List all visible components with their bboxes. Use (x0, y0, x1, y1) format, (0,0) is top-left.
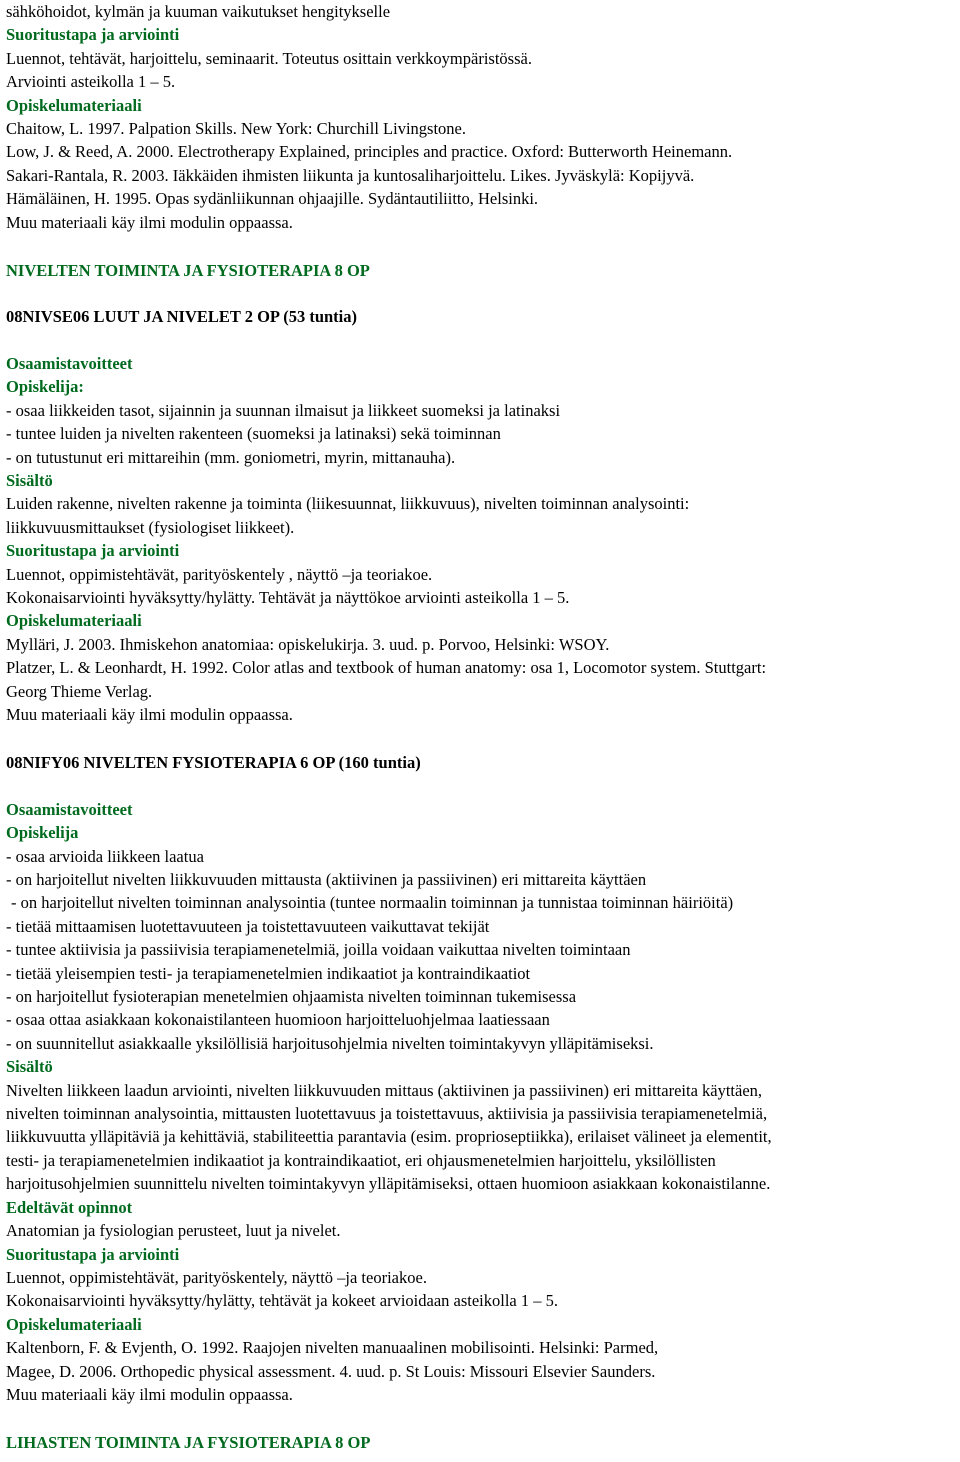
section-label-suoritustapa: Suoritustapa ja arviointi (6, 1244, 180, 1264)
body-line: sähköhoidot, kylmän ja kuuman vaikutukset hengitykselle (6, 2, 391, 21)
body-line: testi- ja terapiamenetelmien indikaatiot ja kontraindikaatiot, eri ohjausmenetelmien harjoittelu, yksilöllisten (6, 1150, 716, 1170)
body-line: nivelten toiminnan analysointia, mittausten luotettavuus ja toistettavuus, aktiivisia ja passiivisia terapiamenetelmiä, (6, 1104, 768, 1124)
body-line: liikkuvuusmittaukset (fysiologiset liikkeet). (6, 517, 295, 537)
section-label-edeltavat: Edeltävät opinnot (6, 1197, 133, 1217)
section-label-sisalto: Sisältö (6, 470, 53, 490)
reference-line: Georg Thieme Verlag. (6, 681, 153, 701)
reference-line: Magee, D. 2006. Orthopedic physical assessment. 4. uud. p. St Louis: Missouri Elsevier Saunders. (6, 1361, 656, 1381)
section-label-suoritustapa: Suoritustapa ja arviointi (6, 25, 180, 45)
next-section-heading: LIHASTEN TOIMINTA JA FYSIOTERAPIA 8 OP (6, 1433, 371, 1453)
label-opiskelija: Opiskelija (6, 823, 79, 843)
body-line: Kokonaisarviointi hyväksytty/hylätty, tehtävät ja kokeet arvioidaan asteikolla 1 – 5. (6, 1291, 559, 1311)
body-line: harjoitusohjelmien suunnittelu nivelten toimintakyvyn ylläpitämiseksi, ottaen huomioon asiakkaan kokonaistilanne. (6, 1174, 771, 1194)
objective-item: - on harjoitellut nivelten liikkuvuuden mittausta (aktiivinen ja passiivinen) eri mittareita käyttäen (6, 870, 647, 889)
section-label-suoritustapa: Suoritustapa ja arviointi (6, 541, 180, 561)
reference-line: Low, J. & Reed, A. 2000. Electrotherapy Explained, principles and practice. Oxford: Butterworth Heinemann. (6, 142, 733, 162)
objective-item: - tietää mittaamisen luotettavuuteen ja toistettavuuteen vaikuttavat tekijät (6, 916, 490, 936)
objective-item: - on harjoitellut fysioterapian menetelmien ohjaamista nivelten toiminnan tukemisessa (6, 987, 577, 1007)
body-line: Luennot, oppimistehtävät, parityöskentely, näyttö –ja teoriakoe. (6, 1267, 427, 1287)
course-title: 08NIFY06 NIVELTEN FYSIOTERAPIA 6 OP (160 tuntia) (6, 753, 421, 773)
top-continuation (6, 0, 956, 234)
objective-item: - on tutustunut eri mittareihin (mm. goniometri, myrin, mittanauha). (6, 447, 456, 467)
course-nivelten-fysioterapia (6, 751, 956, 1406)
section-label-materiaali: Opiskelumateriaali (6, 1314, 142, 1334)
body-line: Arviointi asteikolla 1 – 5. (6, 72, 176, 92)
objective-item: - osaa arvioida liikkeen laatua (6, 846, 204, 866)
body-line: liikkuvuutta ylläpitäviä ja kehittäviä, stabiliteettia parantavia (esim. proprioseptiikka), erilaiset välineet ja elementit, (6, 1127, 772, 1147)
objective-item: - on harjoitellut nivelten toiminnan analysointia (tuntee normaalin toiminnan ja tunnistaa toiminnan häiriöitä) (11, 893, 734, 913)
section-label-materiaali: Opiskelumateriaali (6, 95, 142, 115)
reference-line: Kaltenborn, F. & Evjenth, O. 1992. Raajojen nivelten manuaalinen mobilisointi. Helsinki: Parmed, (6, 1338, 659, 1358)
objective-item: - osaa ottaa asiakkaan kokonaistilanteen huomioon harjoitteluohjelmaa laatiessaan (6, 1010, 550, 1030)
reference-line: Muu materiaali käy ilmi modulin oppaassa. (6, 704, 293, 724)
reference-line: Sakari-Rantala, R. 2003. Iäkkäiden ihmisten liikunta ja kuntosaliharjoittelu. Likes. Jyväskylä: Kopijyvä. (6, 165, 695, 185)
course-title: 08NIVSE06 LUUT JA NIVELET 2 OP (53 tuntia) (6, 307, 358, 327)
objective-item: - tietää yleisempien testi- ja terapiamenetelmien indikaatiot ja kontraindikaatiot (6, 963, 531, 983)
body-line: Luennot, tehtävät, harjoittelu, seminaarit. Toteutus osittain verkkoympäristössä. (6, 48, 532, 68)
reference-line: Platzer, L. & Leonhardt, H. 1992. Color atlas and textbook of human anatomy: osa 1, Locomotor system. Stuttgart: (6, 658, 767, 678)
reference-line: Hämäläinen, H. 1995. Opas sydänliikunnan ohjaajille. Sydäntautiliitto, Helsinki. (6, 189, 539, 209)
section-label-sisalto: Sisältö (6, 1057, 53, 1077)
reference-line: Muu materiaali käy ilmi modulin oppaassa. (6, 212, 293, 232)
reference-line: Chaitow, L. 1997. Palpation Skills. New York: Churchill Livingstone. (6, 119, 467, 139)
objective-item: - tuntee aktiivisia ja passiivisia terapiamenetelmiä, joilla voidaan vaikuttaa nivelten toimintaan (6, 940, 631, 960)
section-heading: NIVELTEN TOIMINTA JA FYSIOTERAPIA 8 OP (6, 261, 370, 281)
section-label-materiaali: Opiskelumateriaali (6, 611, 142, 631)
document-page (6, 0, 956, 1455)
body-line: Luiden rakenne, nivelten rakenne ja toiminta (liikesuunnat, liikkuvuus), nivelten toiminnan analysointi: (6, 494, 690, 514)
course-luut-ja-nivelet (6, 305, 956, 726)
objective-item: - osaa liikkeiden tasot, sijainnin ja suunnan ilmaisut ja liikkeet suomeksi ja latinaksi (6, 400, 561, 420)
body-line: Kokonaisarviointi hyväksytty/hylätty. Tehtävät ja näyttökoe arviointi asteikolla 1 – 5. (6, 587, 570, 607)
label-opiskelija: Opiskelija: (6, 377, 84, 397)
reference-line: Mylläri, J. 2003. Ihmiskehon anatomiaa: opiskelukirja. 3. uud. p. Porvoo, Helsinki: WSOY. (6, 634, 610, 654)
body-line: Anatomian ja fysiologian perusteet, luut ja nivelet. (6, 1221, 341, 1241)
objective-item: - tuntee luiden ja nivelten rakenteen (suomeksi ja latinaksi) sekä toiminnan (6, 424, 501, 444)
section-label-tavoitteet: Osaamistavoitteet (6, 353, 133, 373)
objective-item: - on suunnitellut asiakkaalle yksilöllisiä harjoitusohjelmia nivelten toimintakyvyn ylläpitämiseksi. (6, 1033, 654, 1053)
reference-line: Muu materiaali käy ilmi modulin oppaassa. (6, 1384, 293, 1404)
section-label-tavoitteet: Osaamistavoitteet (6, 799, 133, 819)
body-line: Luennot, oppimistehtävät, parityöskentely , näyttö –ja teoriakoe. (6, 564, 433, 584)
body-line: Nivelten liikkeen laadun arviointi, nivelten liikkuvuuden mittaus (aktiivinen ja passiivinen) eri mittareita käyttäen, (6, 1080, 763, 1100)
